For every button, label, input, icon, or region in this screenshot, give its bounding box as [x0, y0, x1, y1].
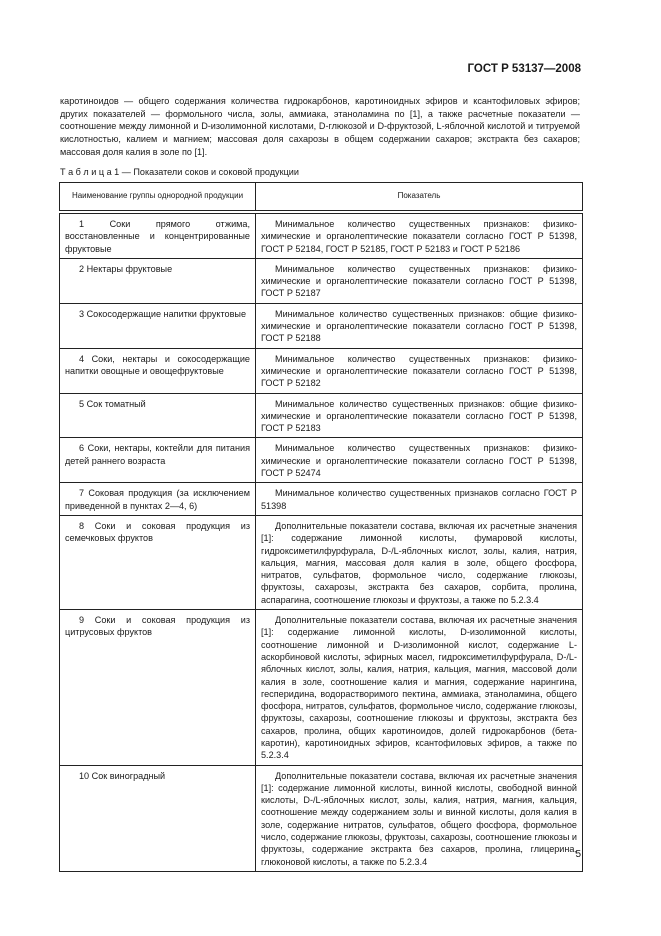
group-cell: 1 Соки прямого отжима, восстановленные и концентрированные фруктовые — [60, 214, 256, 259]
indicator-cell: Дополнительные показатели состава, включая их расчетные значения [1]: содержание лимонной кислоты, винной кислоты, свободной винной кислоты, D-/L-яблочных кислот, золы, калия, натрия, магния, кальция, соотношение между содержанием золы и винной кислоты, доля калия в золе, содержание нитратов, сульфатов, общего фосфора, формольное число, содержание глюкозы, фруктозы, сахарозы, соотношение глюкозы и фруктозы, содержание экстракта без сахаров, пролина, глицерина, глюконовой кислоты, а также по 5.2.3.4 — [256, 765, 583, 871]
table-row — [60, 483, 583, 516]
table-row — [60, 765, 583, 871]
group-cell: 10 Сок виноградный — [60, 765, 256, 871]
document-id: ГОСТ Р 53137—2008 — [467, 63, 581, 75]
table-caption: Т а б л и ц а 1 — Показатели соков и соковой продукции — [60, 167, 299, 177]
indicators-table — [59, 182, 583, 872]
page-number: 5 — [575, 849, 581, 860]
table-row — [60, 393, 583, 438]
group-cell: 5 Сок томатный — [60, 393, 256, 438]
group-cell: 2 Нектары фруктовые — [60, 258, 256, 303]
indicator-cell: Дополнительные показатели состава, включая их расчетные значения [1]: содержание лимонной кислоты, фумаровой кислоты, гидроксиметилфурфурала, D-/L-яблочных кислот, золы, калия, натрия, кальция, магния, массовая доля калия в золе, общего фосфора, нитратов, сульфатов, формольное число, содержание глюкозы, фруктозы, сахарозы, экстракта без сахаров, сорбита, пролина, аспарагина, соотношение глюкозы и фруктозы, а также по 5.2.3.4 — [256, 515, 583, 609]
indicator-cell: Минимальное количество существенных признаков: общие физико-химические и органолептические показатели согласно ГОСТ Р 51398, ГОСТ Р 52183 — [256, 393, 583, 438]
indicator-cell: Минимальное количество существенных признаков: общие физико-химические и органолептические показатели согласно ГОСТ Р 51398, ГОСТ Р 52188 — [256, 303, 583, 348]
table-header-row — [60, 183, 583, 211]
table-row — [60, 214, 583, 259]
indicator-cell: Дополнительные показатели состава, включая их расчетные значения [1]: содержание лимонной кислоты, D-изолимонной кислоты, соотношение лимонной и D-изолимонной кислот, содержание L-аскорбиновой кислоты, эфирных масел, гидроксиметилфурфурала, D-/L-яблочных кислот, золы, калия, натрия, кальция, магния, массовой доли калия в золе, соотношение калия и магния, содержание нарингина, гесперидина, водорастворимого пектина, аммиака, этаноламина, общего фосфора, нитратов, сульфатов, формольное число, содержание глюкозы, фруктозы, сахарозы, соотношение глюкозы и фруктозы, экстракта без сахаров, пролина, общих каротиноидов, долей гидрокарбонов (бета-каротин), каротиноидных эфиров, ксантофиловых эфиров, а также по 5.2.3.4 — [256, 610, 583, 766]
group-cell: 4 Соки, нектары и сокосодержащие напитки овощные и овощефруктовые — [60, 348, 256, 393]
group-cell: 3 Сокосодержащие напитки фруктовые — [60, 303, 256, 348]
intro-paragraph: каротиноидов — общего содержания количества гидрокарбонов, каротиноидных эфиров и ксантофиловых эфиров; других показателей — формольного числа, золы, аммиака, этаноламина по [1], а также расчетные показатели — соотношение между лимонной и D-изолимонной кислотами, D-глюкозой и D-фруктозой, L-яблочной кислотой и титруемой кислотностью, калием и магнием; массовая доля сахарозы в общем содержании сахаров; экстракта без сахаров; массовая доля калия в золе по [1]. — [60, 96, 580, 157]
group-cell: 9 Соки и соковая продукция из цитрусовых фруктов — [60, 610, 256, 766]
group-cell: 7 Соковая продукция (за исключением приведенной в пунктах 2—4, 6) — [60, 483, 256, 516]
table-row — [60, 515, 583, 609]
column-header-group: Наименование группы однородной продукции — [60, 183, 256, 211]
indicator-cell: Минимальное количество существенных признаков согласно ГОСТ Р 51398 — [256, 483, 583, 516]
indicator-cell: Минимальное количество существенных признаков: физико-химические и органолептические показатели согласно ГОСТ Р 51398, ГОСТ Р 52182 — [256, 348, 583, 393]
table-row — [60, 438, 583, 483]
table-row — [60, 610, 583, 766]
table-row — [60, 348, 583, 393]
indicator-cell: Минимальное количество существенных признаков: физико-химические и органолептические показатели согласно ГОСТ Р 51398, ГОСТ Р 52474 — [256, 438, 583, 483]
indicator-cell: Минимальное количество существенных признаков: физико-химические и органолептические показатели согласно ГОСТ Р 51398, ГОСТ Р 52184, ГОСТ Р 52185, ГОСТ Р 52183 и ГОСТ Р 52186 — [256, 214, 583, 259]
group-cell: 6 Соки, нектары, коктейли для питания детей раннего возраста — [60, 438, 256, 483]
indicator-cell: Минимальное количество существенных признаков: физико-химические и органолептические показатели согласно ГОСТ Р 51398, ГОСТ Р 52187 — [256, 258, 583, 303]
table-row — [60, 303, 583, 348]
group-cell: 8 Соки и соковая продукция из семечковых фруктов — [60, 515, 256, 609]
table-row — [60, 258, 583, 303]
column-header-indicator: Показатель — [256, 183, 583, 211]
